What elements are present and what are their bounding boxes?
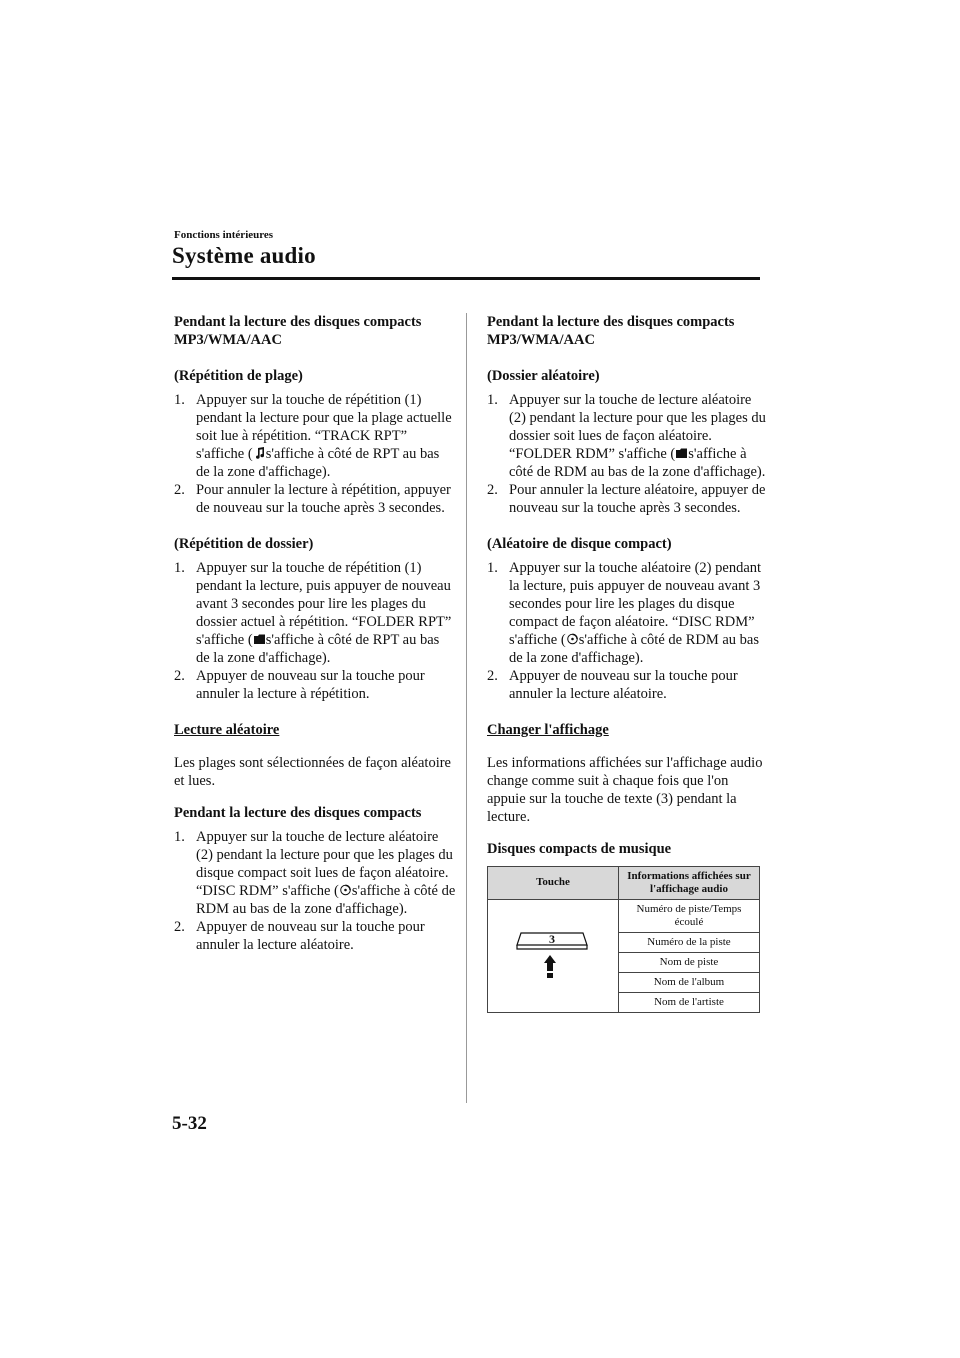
list-item: 1. Appuyer sur la touche de lecture aléatoire (2) pendant la lecture pour que les plages du dossier soit lues de façon aléatoire. “FOLDER RDM” s'affiche ( s'affiche à côté de RDM au bas de la zone d'affichage). [487,392,766,480]
heading-track-repeat: (Répétition de plage) [174,368,303,384]
table-header-row [488,866,760,899]
table-cell: Numéro de la piste [619,932,760,952]
track-repeat-steps [174,391,456,517]
music-note-icon [254,447,265,459]
column-divider [466,313,467,1103]
heading-mp3: Pendant la lecture des disques compacts MP3/WMA/AAC [174,314,422,348]
heading-cd-playback: Pendant la lecture des disques compacts [174,804,422,821]
list-item: 2. Pour annuler la lecture à répétition, appuyer de nouveau sur la touche après 3 secondes. [174,482,451,516]
display-description: Les informations affichées sur l'affichage audio change comme suit à chaque fois que l'on appuie sur la touche de texte (3) pendant la lecture. [487,754,763,825]
list-item: 2. Pour annuler la lecture aléatoire, appuyer de nouveau sur la touche après 3 secondes. [487,482,766,516]
random-description: Les plages sont sélectionnées de façon aléatoire et lues. [174,754,451,789]
table-cell: Numéro de piste/Temps écoulé [619,899,760,932]
heading-random-play: Lecture aléatoire [174,722,280,738]
table-cell: Nom de piste [619,952,760,972]
list-item: 2. Appuyer de nouveau sur la touche pour annuler la lecture aléatoire. [487,668,738,702]
page-number: 5-32 [172,1113,207,1134]
list-item: 1. Appuyer sur la touche de répétition (1) pendant la lecture pour que la plage actuelle soit lue à répétition. “TRACK RPT” s'affiche ( s'affiche à côté de RPT au bas de la zone d'affichage). [174,392,452,480]
folder-icon [254,633,265,645]
table-cell: Nom de l'artiste [619,992,760,1012]
folder-repeat-steps [174,559,456,703]
heading-folder-repeat: (Répétition de dossier) [174,536,314,552]
disc-icon [340,884,351,896]
section-label: Fonctions intérieures [174,229,274,241]
disc-random-steps-right [487,559,769,703]
heading-folder-random: (Dossier aléatoire) [487,368,600,384]
disc-random-steps [174,828,456,954]
heading-mp3-right: Pendant la lecture des disques compacts MP3/WMA/AAC [487,314,735,348]
button-number-label: 3 [549,931,555,946]
list-item: 1. Appuyer sur la touche de répétition (1) pendant la lecture, puis appuyer de nouveau avant 3 secondes pour lire les plages du dossier actuel à répétition. “FOLDER RPT” s'affiche ( s'affiche à côté de RPT au bas de la zone d'affichage). [174,560,452,666]
list-item: 2. Appuyer de nouveau sur la touche pour annuler la lecture à répétition. [174,668,425,702]
table-cell: Nom de l'album [619,972,760,992]
folder-icon [676,447,687,459]
display-info-table [487,866,760,1013]
title-rule [172,277,760,280]
list-item: 1. Appuyer sur la touche de lecture aléatoire (2) pendant la lecture pour que les plages du disque compact soit lues de façon aléatoire. “DISC RDM” s'affiche ( s'affiche à côté de RDM au bas de la zone d'affichage). [174,828,456,917]
text-button-illustration [513,927,593,981]
left-column [174,313,456,954]
folder-random-steps [487,391,769,517]
table-row [488,899,760,932]
page-title: Système audio [172,243,316,268]
table-header-info: Informations affichées sur l'affichage audio [619,866,760,899]
heading-music-cds: Disques compacts de musique [487,840,672,857]
disc-icon [567,633,578,645]
heading-change-display: Changer l'affichage [487,722,609,738]
list-item: 2. Appuyer de nouveau sur la touche pour annuler la lecture aléatoire. [174,918,425,953]
right-column [487,313,769,1013]
list-item: 1. Appuyer sur la touche aléatoire (2) pendant la lecture, puis appuyer de nouveau avant 3 secondes pour lire les plages du disque compact de façon aléatoire. “DISC RDM” s'affiche ( s'affiche à côté de RDM au bas de la zone d'affichage). [487,560,762,666]
text-button-cell [488,899,619,1012]
heading-disc-random: (Aléatoire de disque compact) [487,536,672,552]
table-header-key: Touche [488,866,619,899]
